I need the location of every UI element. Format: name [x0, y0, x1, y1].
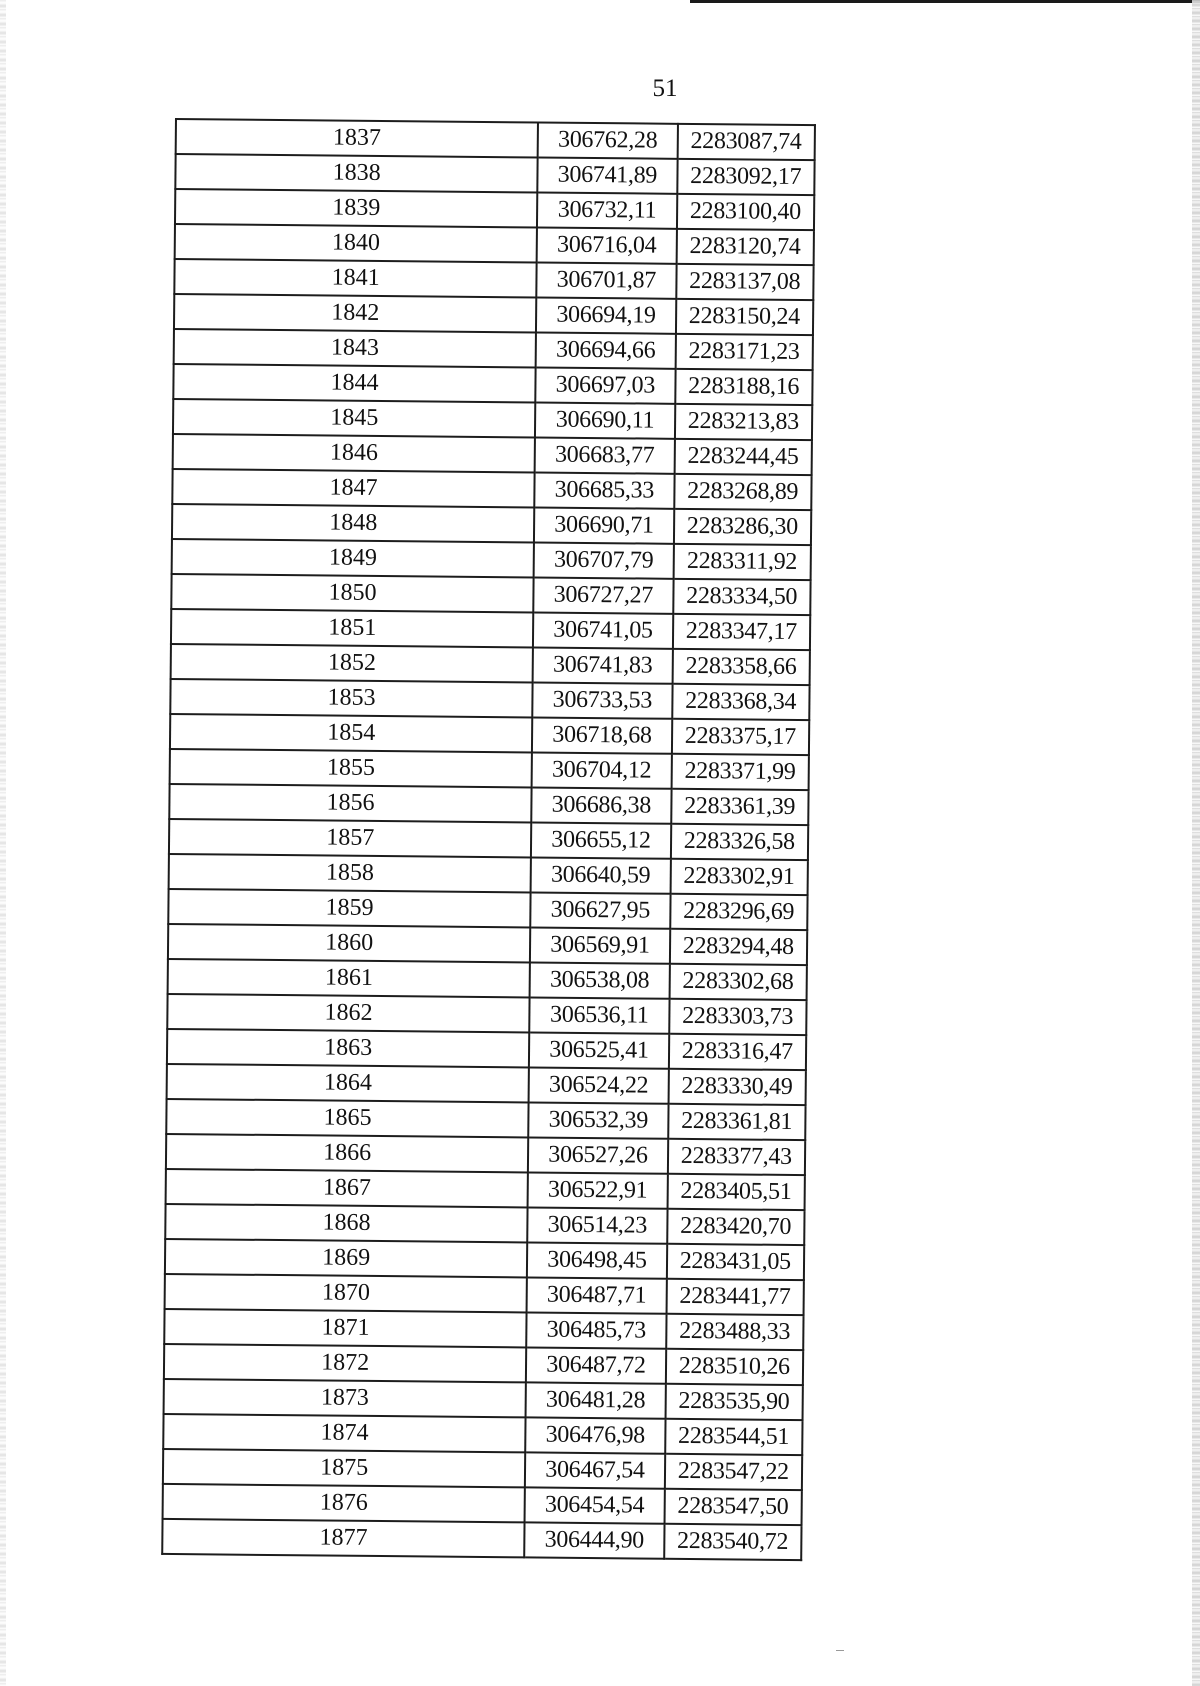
point-number-cell: 1871: [164, 1309, 527, 1347]
y-coordinate-cell: 2283540,72: [664, 1524, 802, 1560]
point-number-cell: 1873: [164, 1379, 527, 1417]
y-coordinate-cell: 2283316,47: [668, 1034, 806, 1070]
x-coordinate-cell: 306640,59: [531, 857, 671, 893]
x-coordinate-cell: 306716,04: [537, 227, 677, 263]
x-coordinate-cell: 306569,91: [530, 927, 670, 963]
y-coordinate-cell: 2283268,89: [674, 474, 812, 510]
y-coordinate-cell: 2283431,05: [666, 1244, 804, 1280]
x-coordinate-cell: 306718,68: [532, 717, 672, 753]
point-number-cell: 1859: [168, 889, 531, 927]
x-coordinate-cell: 306524,22: [529, 1067, 669, 1103]
y-coordinate-cell: 2283488,33: [666, 1314, 804, 1350]
y-coordinate-cell: 2283547,22: [664, 1454, 802, 1490]
y-coordinate-cell: 2283361,39: [671, 789, 809, 825]
y-coordinate-cell: 2283377,43: [667, 1139, 805, 1175]
point-number-cell: 1838: [175, 154, 538, 192]
x-coordinate-cell: 306762,28: [538, 122, 678, 158]
scan-speck: [836, 1650, 844, 1651]
y-coordinate-cell: 2283150,24: [675, 299, 813, 335]
point-number-cell: 1841: [174, 259, 537, 297]
y-coordinate-cell: 2283137,08: [676, 264, 814, 300]
point-number-cell: 1842: [174, 294, 537, 332]
x-coordinate-cell: 306701,87: [537, 262, 677, 298]
x-coordinate-cell: 306532,39: [529, 1102, 669, 1138]
y-coordinate-cell: 2283302,68: [669, 964, 807, 1000]
y-coordinate-cell: 2283358,66: [672, 649, 810, 685]
x-coordinate-cell: 306732,11: [537, 192, 677, 228]
x-coordinate-cell: 306522,91: [528, 1172, 668, 1208]
y-coordinate-cell: 2283296,69: [670, 894, 808, 930]
point-number-cell: 1870: [165, 1274, 528, 1312]
x-coordinate-cell: 306481,28: [526, 1382, 666, 1418]
x-coordinate-cell: 306707,79: [534, 542, 674, 578]
y-coordinate-cell: 2283311,92: [673, 544, 811, 580]
y-coordinate-cell: 2283100,40: [676, 194, 814, 230]
y-coordinate-cell: 2283405,51: [667, 1174, 805, 1210]
point-number-cell: 1857: [169, 819, 532, 857]
y-coordinate-cell: 2283347,17: [672, 614, 810, 650]
y-coordinate-cell: 2283303,73: [669, 999, 807, 1035]
y-coordinate-cell: 2283547,50: [664, 1489, 802, 1525]
x-coordinate-cell: 306498,45: [527, 1242, 667, 1278]
x-coordinate-cell: 306444,90: [525, 1522, 665, 1558]
y-coordinate-cell: 2283535,90: [665, 1384, 803, 1420]
point-number-cell: 1874: [163, 1414, 526, 1452]
point-number-cell: 1876: [163, 1484, 526, 1522]
y-coordinate-cell: 2283330,49: [668, 1069, 806, 1105]
x-coordinate-cell: 306741,83: [533, 647, 673, 683]
y-coordinate-cell: 2283544,51: [665, 1419, 803, 1455]
y-coordinate-cell: 2283375,17: [671, 719, 809, 755]
point-number-cell: 1850: [171, 574, 534, 612]
x-coordinate-cell: 306683,77: [535, 437, 675, 473]
x-coordinate-cell: 306527,26: [528, 1137, 668, 1173]
x-coordinate-cell: 306704,12: [532, 752, 672, 788]
point-number-cell: 1866: [166, 1134, 529, 1172]
y-coordinate-cell: 2283120,74: [676, 229, 814, 265]
point-number-cell: 1858: [169, 854, 532, 892]
scan-border-right: [1192, 0, 1200, 1686]
y-coordinate-cell: 2283286,30: [673, 509, 811, 545]
point-number-cell: 1872: [164, 1344, 527, 1382]
y-coordinate-cell: 2283371,99: [671, 754, 809, 790]
point-number-cell: 1845: [173, 399, 536, 437]
point-number-cell: 1860: [168, 924, 531, 962]
scan-border-left: [0, 0, 6, 1686]
y-coordinate-cell: 2283302,91: [670, 859, 808, 895]
point-number-cell: 1867: [166, 1169, 529, 1207]
point-number-cell: 1848: [172, 504, 535, 542]
x-coordinate-cell: 306536,11: [530, 997, 670, 1033]
point-number-cell: 1847: [172, 469, 535, 507]
point-number-cell: 1844: [173, 364, 536, 402]
point-number-cell: 1854: [170, 714, 533, 752]
point-number-cell: 1869: [165, 1239, 528, 1277]
y-coordinate-cell: 2283087,74: [677, 124, 815, 160]
y-coordinate-cell: 2283188,16: [675, 369, 813, 405]
table-row: [162, 1519, 801, 1560]
x-coordinate-cell: 306690,11: [535, 402, 675, 438]
x-coordinate-cell: 306697,03: [536, 367, 676, 403]
x-coordinate-cell: 306690,71: [534, 507, 674, 543]
point-number-cell: 1852: [171, 644, 534, 682]
point-number-cell: 1837: [176, 119, 539, 157]
y-coordinate-cell: 2283420,70: [667, 1209, 805, 1245]
x-coordinate-cell: 306655,12: [531, 822, 671, 858]
y-coordinate-cell: 2283171,23: [675, 334, 813, 370]
x-coordinate-cell: 306476,98: [526, 1417, 666, 1453]
y-coordinate-cell: 2283244,45: [674, 439, 812, 475]
point-number-cell: 1875: [163, 1449, 526, 1487]
scan-border-top: [690, 0, 1200, 3]
x-coordinate-cell: 306487,72: [526, 1347, 666, 1383]
y-coordinate-cell: 2283294,48: [669, 929, 807, 965]
point-number-cell: 1864: [167, 1064, 530, 1102]
point-number-cell: 1851: [171, 609, 534, 647]
x-coordinate-cell: 306454,54: [525, 1487, 665, 1523]
page-number: 51: [652, 75, 678, 102]
y-coordinate-cell: 2283326,58: [670, 824, 808, 860]
coordinates-table: [161, 118, 816, 1561]
y-coordinate-cell: 2283361,81: [668, 1104, 806, 1140]
x-coordinate-cell: 306741,05: [533, 612, 673, 648]
x-coordinate-cell: 306627,95: [531, 892, 671, 928]
point-number-cell: 1839: [175, 189, 538, 227]
x-coordinate-cell: 306685,33: [535, 472, 675, 508]
x-coordinate-cell: 306733,53: [533, 682, 673, 718]
y-coordinate-cell: 2283368,34: [672, 684, 810, 720]
x-coordinate-cell: 306741,89: [538, 157, 678, 193]
y-coordinate-cell: 2283441,77: [666, 1279, 804, 1315]
x-coordinate-cell: 306514,23: [528, 1207, 668, 1243]
point-number-cell: 1843: [174, 329, 537, 367]
point-number-cell: 1877: [162, 1519, 525, 1557]
y-coordinate-cell: 2283092,17: [677, 159, 815, 195]
point-number-cell: 1853: [170, 679, 533, 717]
point-number-cell: 1862: [167, 994, 530, 1032]
y-coordinate-cell: 2283334,50: [673, 579, 811, 615]
point-number-cell: 1840: [175, 224, 538, 262]
point-number-cell: 1868: [165, 1204, 528, 1242]
x-coordinate-cell: 306538,08: [530, 962, 670, 998]
point-number-cell: 1863: [167, 1029, 530, 1067]
x-coordinate-cell: 306686,38: [532, 787, 672, 823]
x-coordinate-cell: 306727,27: [534, 577, 674, 613]
point-number-cell: 1849: [172, 539, 535, 577]
point-number-cell: 1865: [166, 1099, 529, 1137]
x-coordinate-cell: 306487,71: [527, 1277, 667, 1313]
x-coordinate-cell: 306525,41: [529, 1032, 669, 1068]
point-number-cell: 1855: [170, 749, 533, 787]
point-number-cell: 1861: [168, 959, 531, 997]
point-number-cell: 1846: [173, 434, 536, 472]
point-number-cell: 1856: [169, 784, 532, 822]
coordinates-table-body: [162, 119, 815, 1560]
x-coordinate-cell: 306485,73: [527, 1312, 667, 1348]
x-coordinate-cell: 306467,54: [525, 1452, 665, 1488]
y-coordinate-cell: 2283213,83: [674, 404, 812, 440]
y-coordinate-cell: 2283510,26: [665, 1349, 803, 1385]
x-coordinate-cell: 306694,19: [536, 297, 676, 333]
x-coordinate-cell: 306694,66: [536, 332, 676, 368]
